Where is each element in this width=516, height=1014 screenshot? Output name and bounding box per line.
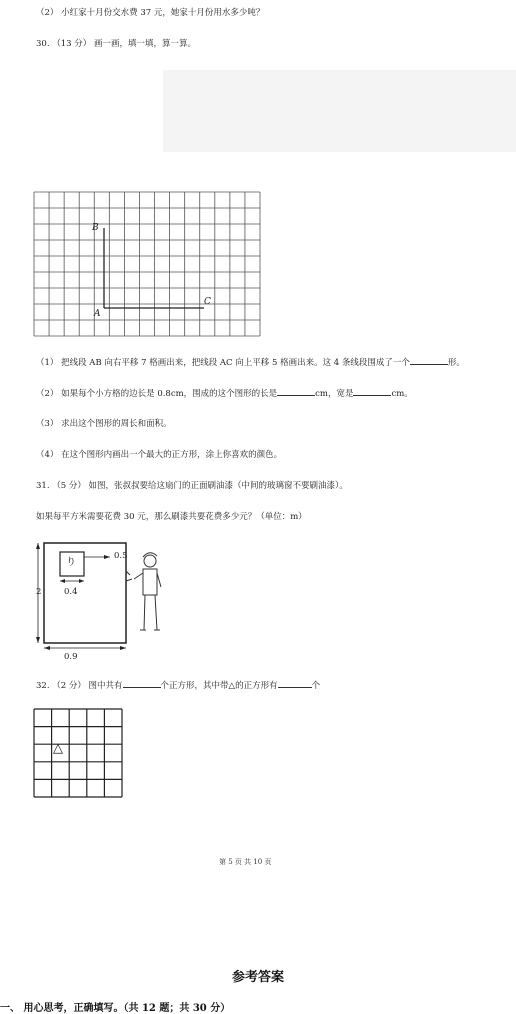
q30-part2-mid: cm，宽是 xyxy=(315,389,354,399)
painter-figure xyxy=(126,553,161,630)
scan-shadow xyxy=(163,70,516,152)
grid-lines xyxy=(34,192,260,336)
answer-blank[interactable] xyxy=(410,356,448,365)
q30-part1 xyxy=(36,356,465,369)
grid-figure xyxy=(34,192,260,338)
q30-part1-text: （1） 把线段 AB 向右平移 7 格画出来，把线段 AC 向上平移 5 格画出来。这 4 条线段围成了一个 xyxy=(36,358,410,368)
answer-blank[interactable] xyxy=(277,387,315,396)
window-glyph: り xyxy=(66,557,76,568)
label-door-width: 0.9 xyxy=(64,652,78,662)
square-grid xyxy=(34,709,124,799)
q30-heading: 30. （13 分） 画一画，填一填，算一算。 xyxy=(36,39,196,49)
q31-question: 如果每平方米需要花费 30 元，那么刷漆共要花费多少元？（单位：m） xyxy=(36,512,307,522)
answer-blank[interactable] xyxy=(123,679,161,688)
q30-part2-suffix: cm。 xyxy=(391,389,413,399)
q31-heading: 31. （5 分） 如图，张叔叔要给这扇门的正面刷油漆（中间的玻璃窗不要刷油漆）。 xyxy=(36,481,348,491)
section-1-heading: 一、 用心思考，正确填写。（共 12 题；共 30 分） xyxy=(0,1003,231,1014)
q30-part2 xyxy=(36,387,413,400)
triangle-mark: △ xyxy=(53,741,63,756)
label-door-height: 2 xyxy=(36,587,42,597)
answer-blank[interactable] xyxy=(278,679,312,688)
square-grid-lines xyxy=(34,709,122,797)
label-c: C xyxy=(204,297,211,307)
q32-suffix: 个 xyxy=(311,681,321,691)
label-window-offset: 0.5 xyxy=(114,551,128,561)
label-a: A xyxy=(94,309,101,319)
q30-part4: （4） 在这个图形内画出一个最大的正方形，涂上你喜欢的颜色。 xyxy=(36,450,283,460)
q32-text: 32. （2 分） 图中共有 xyxy=(36,681,123,691)
q30-part1-suffix: 形。 xyxy=(447,358,465,368)
q30-part2-text: （2） 如果每个小方格的边长是 0.8cm，围成的这个图形的长是 xyxy=(36,389,278,399)
page-footer-5: 第 5 页 共 10 页 xyxy=(219,858,272,866)
q32 xyxy=(36,679,320,692)
label-b: B xyxy=(92,223,99,233)
label-window-width: 0.4 xyxy=(64,587,78,597)
answers-title: 参考答案 xyxy=(231,970,284,985)
answer-blank[interactable] xyxy=(353,387,391,396)
q32-mid: 个正方形，其中带△的正方形有 xyxy=(160,681,278,691)
q30-part3: （3） 求出这个图形的周长和面积。 xyxy=(36,419,172,429)
q29-part2: （2） 小红家十月份交水费 37 元，她家十月份用水多少吨？ xyxy=(36,8,265,18)
